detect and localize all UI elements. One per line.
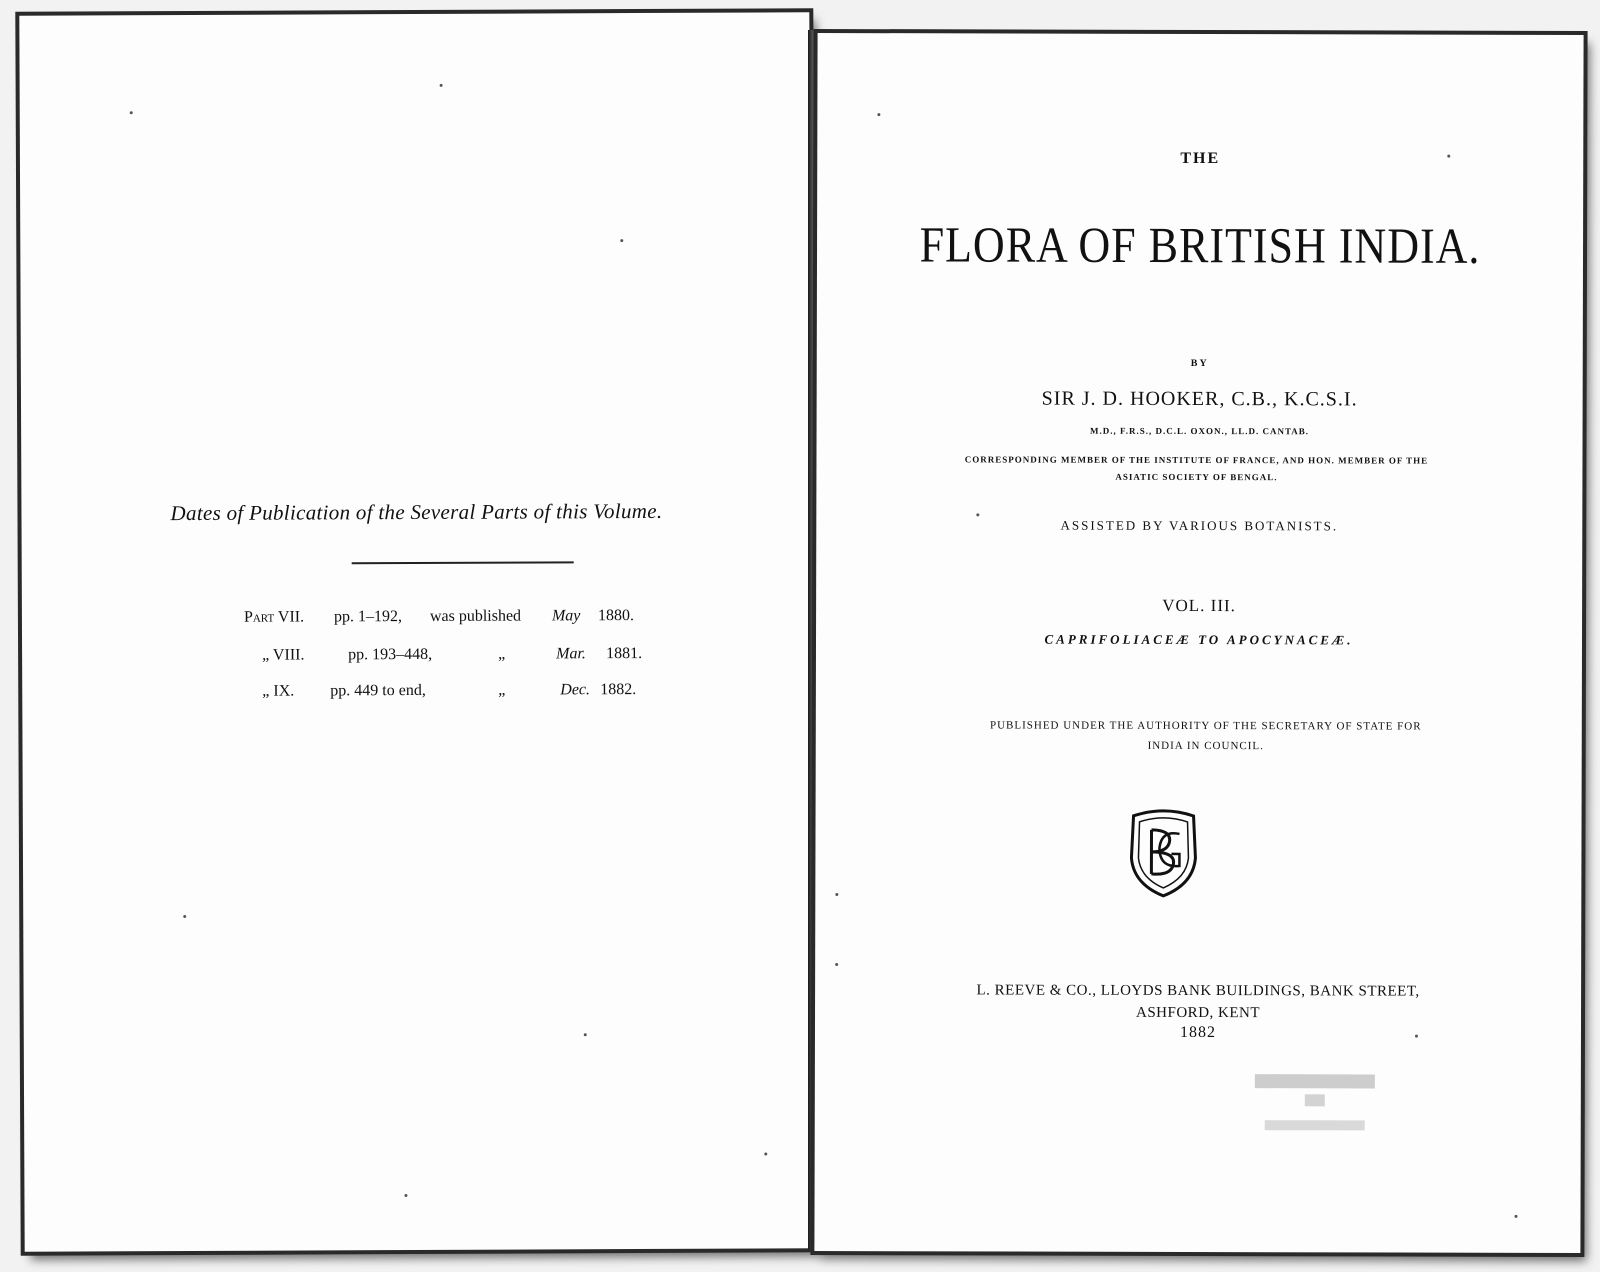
part-label: Part VII. — [243, 608, 305, 626]
divider-rule — [352, 561, 574, 564]
title-page — [814, 33, 1583, 1253]
left-page — [19, 12, 814, 1251]
library-stamp-icon — [1245, 1070, 1385, 1150]
assisted-by: ASSISTED BY VARIOUS BOTANISTS. — [1060, 517, 1339, 534]
publication-year: 1882 — [1179, 1023, 1217, 1042]
publisher-line: ASHFORD, KENT — [1135, 1004, 1261, 1022]
author-name: SIR J. D. HOOKER, C.B., K.C.S.I. — [1041, 387, 1358, 411]
publication-row — [244, 645, 684, 669]
publication-month: Dec. — [560, 681, 591, 699]
publication-year: 1880. — [597, 607, 634, 625]
author-memberships — [876, 451, 1516, 487]
publisher-monogram-icon — [1123, 808, 1203, 900]
author-degrees: M.D., F.R.S., D.C.L. OXON., LL.D. CANTAB. — [1090, 425, 1310, 437]
published-note: „ — [498, 645, 506, 663]
page-range: pp. 193–448, — [348, 645, 433, 664]
publication-row — [244, 607, 684, 631]
publication-month: May — [551, 607, 581, 625]
page-range: pp. 449 to end, — [330, 681, 426, 700]
authority-line: INDIA IN COUNCIL. — [1147, 739, 1264, 753]
publisher-line: L. REEVE & CO., LLOYDS BANK BUILDINGS, BANK STREET, — [976, 982, 1420, 1000]
plant-families-range: CAPRIFOLIACEÆ TO APOCYNACEÆ. — [1044, 631, 1354, 648]
membership-line: ASIATIC SOCIETY OF BENGAL. — [1115, 471, 1278, 483]
page-range: pp. 1–192, — [333, 608, 402, 626]
published-note: „ — [498, 681, 506, 699]
publication-month: Mar. — [556, 645, 586, 663]
part-label: „ IX. — [262, 682, 295, 700]
publication-row — [244, 681, 684, 705]
publication-dates-heading: Dates of Publication of the Several Parts of this Volume. — [170, 498, 663, 526]
authority-line: PUBLISHED UNDER THE AUTHORITY OF THE SECRETARY OF STATE FOR — [989, 719, 1422, 733]
authority-statement — [896, 715, 1516, 757]
title-article: THE — [1180, 149, 1221, 168]
published-note: was published — [429, 607, 522, 625]
publisher-imprint — [815, 979, 1581, 1025]
publication-year: 1882. — [600, 681, 637, 699]
volume-number: VOL. III. — [1162, 595, 1236, 616]
membership-line: CORRESPONDING MEMBER OF THE INSTITUTE OF FRANCE, AND HON. MEMBER OF THE — [964, 454, 1429, 466]
by-label: BY — [1190, 357, 1209, 370]
book-title: FLORA OF BRITISH INDIA. — [919, 216, 1481, 275]
publication-year: 1881. — [606, 645, 643, 663]
part-label: „ VIII. — [262, 646, 305, 664]
